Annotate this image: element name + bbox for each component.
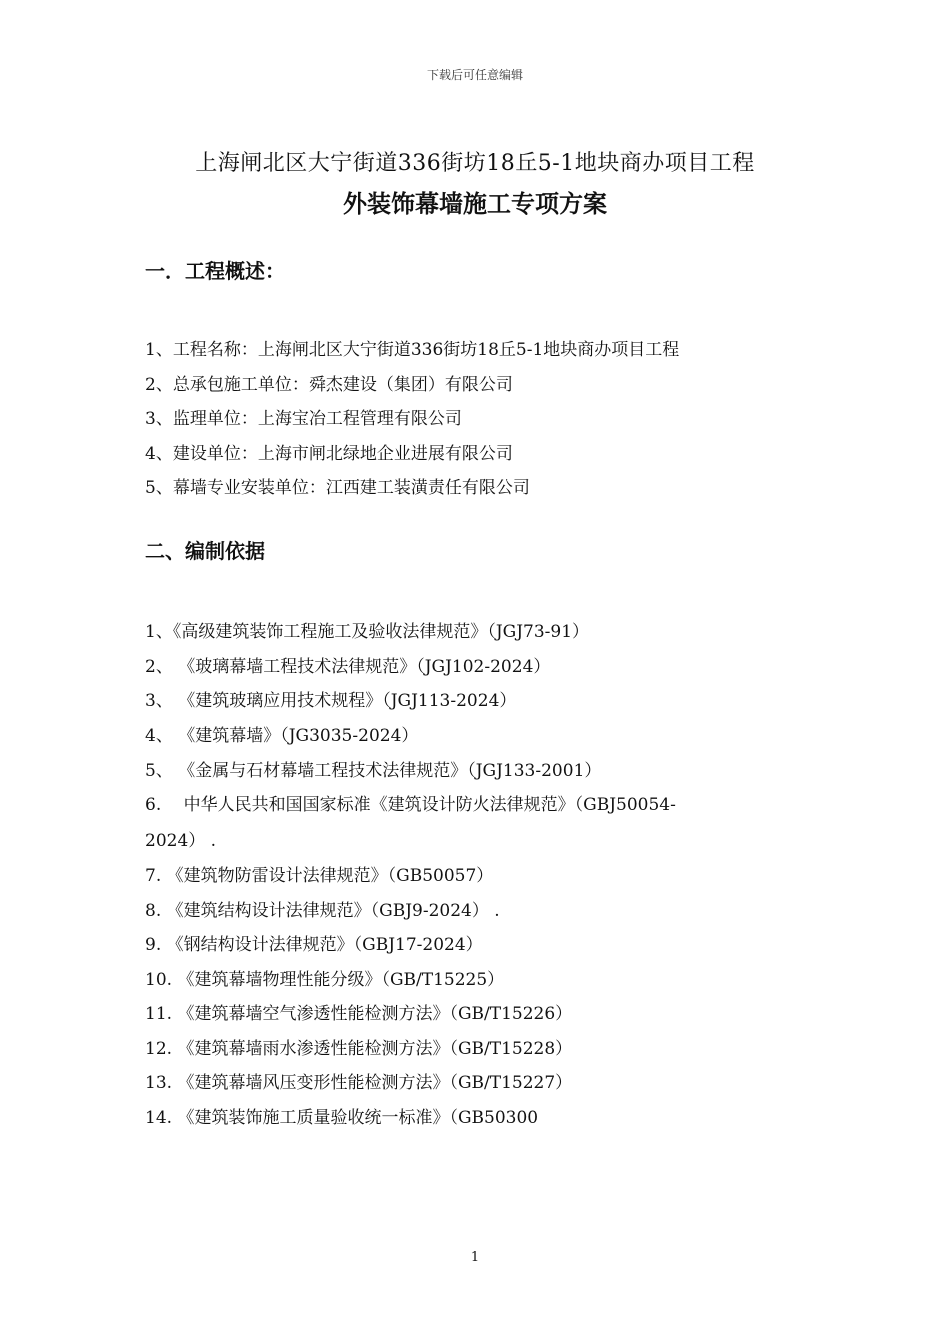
basis-item: 7. 《建筑物防雷设计法律规范》（GB50057） — [145, 866, 494, 886]
overview-item: 2、总承包施工单位：舜杰建设（集团）有限公司 — [145, 375, 513, 395]
document-subtitle: 外装饰幕墙施工专项方案 — [343, 190, 607, 218]
basis-item: 9. 《钢结构设计法律规范》（GBJ17-2024） — [145, 935, 483, 955]
basis-item: 3、 《建筑玻璃应用技术规程》（JGJ113-2024） — [145, 691, 517, 711]
basis-item: 1、《高级建筑装饰工程施工及验收法律规范》（JGJ73-91） — [145, 622, 590, 642]
overview-item: 4、建设单位：上海市闸北绿地企业进展有限公司 — [145, 444, 513, 464]
basis-item: 4、 《建筑幕墙》（JG3035-2024） — [145, 726, 419, 746]
overview-item: 1、工程名称：上海闸北区大宁街道336街坊18丘5-1地块商办项目工程 — [145, 340, 680, 360]
basis-item: 8. 《建筑结构设计法律规范》（GBJ9-2024） . — [145, 901, 500, 921]
basis-item: 5、 《金属与石材幕墙工程技术法律规范》（JGJ133-2001） — [145, 761, 602, 781]
basis-item: 13. 《建筑幕墙风压变形性能检测方法》（GB/T15227） — [145, 1073, 573, 1093]
document-title: 上海闸北区大宁街道336街坊18丘5-1地块商办项目工程 — [195, 151, 755, 176]
basis-item: 6. 中华人民共和国国家标准《建筑设计防火法律规范》（GBJ50054- — [145, 795, 676, 815]
basis-item: 2024） . — [145, 831, 217, 851]
basis-item: 2、 《玻璃幕墙工程技术法律规范》（JGJ102-2024） — [145, 657, 551, 677]
basis-item: 11. 《建筑幕墙空气渗透性能检测方法》（GB/T15226） — [145, 1004, 573, 1024]
overview-item: 3、监理单位：上海宝冶工程管理有限公司 — [145, 409, 462, 429]
header-note: 下载后可任意编辑 — [426, 68, 523, 82]
page-number: 1 — [470, 1250, 480, 1265]
section-heading-basis: 二、编制依据 — [145, 539, 265, 563]
basis-item: 10. 《建筑幕墙物理性能分级》（GB/T15225） — [145, 970, 505, 990]
basis-item: 14. 《建筑装饰施工质量验收统一标准》（GB50300 — [145, 1108, 539, 1128]
basis-item: 12. 《建筑幕墙雨水渗透性能检测方法》（GB/T15228） — [145, 1039, 573, 1059]
section-heading-overview: 一．工程概述： — [145, 259, 285, 283]
overview-item: 5、幕墙专业安装单位：江西建工装潢责任有限公司 — [145, 478, 530, 498]
